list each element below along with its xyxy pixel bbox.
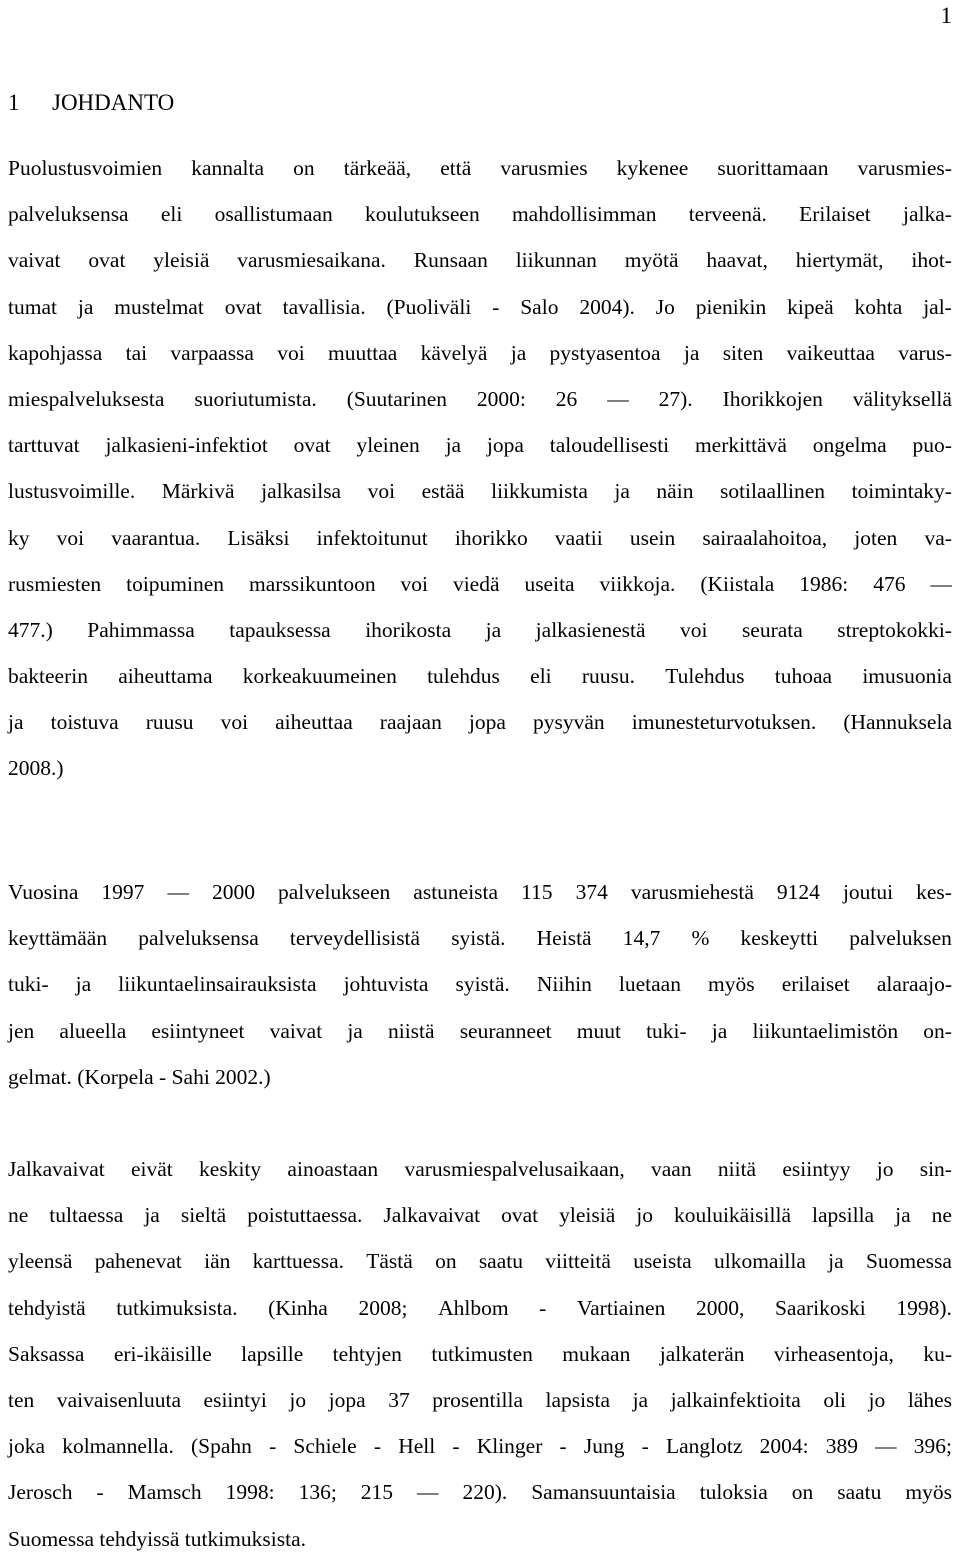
text-line: tehdyistä tutkimuksista. (Kinha 2008; Ahlbom - Vartiainen 2000, Saarikoski 1998). — [8, 1295, 952, 1320]
text-line: Jalkavaivat eivät keskity ainoastaan varusmiespalvelusaikaan, vaan niitä esiintyy jo sin- — [8, 1157, 952, 1181]
paragraph-intro — [8, 145, 952, 792]
text-line: tumat ja mustelmat ovat tavallisia. (Puoliväli - Salo 2004). Jo pienikin kipeä kohta jal- — [8, 294, 952, 319]
chapter-title: JOHDANTO — [52, 90, 175, 115]
text-line: 2008.) — [8, 756, 64, 781]
paragraph-statistics — [8, 869, 952, 1100]
text-line: joka kolmannella. (Spahn - Schiele - Hell - Klinger - Jung - Langlotz 2004: 389 — 396; — [8, 1434, 952, 1459]
text-line: 477.) Pahimmassa tapauksessa ihorikosta ja jalkasienestä voi seurata streptokokki- — [8, 617, 952, 642]
chapter-number: 1 — [8, 90, 20, 115]
text-line: ne tultaessa ja sieltä poistuttaessa. Jalkavaivat ovat yleisiä jo kouluikäisillä lapsilla ja ne — [8, 1203, 952, 1228]
chapter-heading — [8, 88, 174, 118]
text-line: gelmat. (Korpela - Sahi 2002.) — [8, 1064, 271, 1089]
text-line: kapohjassa tai varpaassa voi muuttaa kävelyä ja pystyasentoa ja siten vaikeuttaa varus- — [8, 340, 952, 365]
text-line: tuki- ja liikuntaelinsairauksista johtuvista syistä. Niihin luetaan myös erilaiset alaraajo- — [8, 972, 952, 997]
text-line: miespalveluksesta suoriutumista. (Suutarinen 2000: 26 — 27). Ihorikkojen välityksellä — [8, 386, 952, 411]
text-line: ky voi vaarantua. Lisäksi infektoitunut ihorikko vaatii usein sairaalahoitoa, joten va- — [8, 525, 952, 550]
text-line: yleensä pahenevat iän karttuessa. Tästä on saatu viitteitä useista ulkomailla ja Suomessa — [8, 1249, 952, 1274]
text-line: ja toistuva ruusu voi aiheuttaa raajaan jopa pysyvän imunesteturvotuksen. (Hannuksela — [8, 710, 952, 735]
text-line: vaivat ovat yleisiä varusmiesaikana. Runsaan liikunnan myötä haavat, hiertymät, ihot- — [8, 248, 952, 273]
text-line: Suomessa tehdyissä tutkimuksista. — [8, 1526, 307, 1551]
text-line: rusmiesten toipuminen marssikuntoon voi viedä useita viikkoja. (Kiistala 1986: 476 — — [8, 571, 952, 596]
text-line: lustusvoimille. Märkivä jalkasilsa voi estää liikkumista ja näin sotilaallinen toimintaky- — [8, 479, 952, 504]
text-line: palveluksensa eli osallistumaan koulutukseen mahdollisimman terveenä. Erilaiset jalka- — [8, 202, 952, 227]
text-line: Jerosch - Mamsch 1998: 136; 215 — 220). Samansuuntaisia tuloksia on saatu myös — [8, 1480, 952, 1505]
text-line: Puolustusvoimien kannalta on tärkeää, että varusmies kykenee suorittamaan varusmies- — [8, 156, 952, 180]
text-line: Vuosina 1997 — 2000 palvelukseen astuneista 115 374 varusmiehestä 9124 joutui kes- — [8, 880, 952, 904]
text-line: bakteerin aiheuttama korkeakuumeinen tulehdus eli ruusu. Tulehdus tuhoaa imusuonia — [8, 664, 952, 689]
text-line: jen alueella esiintyneet vaivat ja niistä seuranneet muut tuki- ja liikuntaelimistön on- — [8, 1018, 952, 1043]
paragraph-children — [8, 1146, 952, 1562]
text-line: tarttuvat jalkasieni-infektiot ovat yleinen ja jopa taloudellisesti merkittävä ongelma puo- — [8, 433, 952, 458]
text-line: ten vaivaisenluuta esiintyi jo jopa 37 prosentilla lapsista ja jalkainfektioita oli jo lähes — [8, 1387, 952, 1412]
page-number: 1 — [940, 3, 952, 28]
text-line: keyttämään palveluksensa terveydellisistä syistä. Heistä 14,7 % keskeytti palveluksen — [8, 926, 952, 951]
text-line: Saksassa eri-ikäisille lapsille tehtyjen tutkimusten mukaan jalkaterän virheasentoja, ku- — [8, 1341, 952, 1366]
